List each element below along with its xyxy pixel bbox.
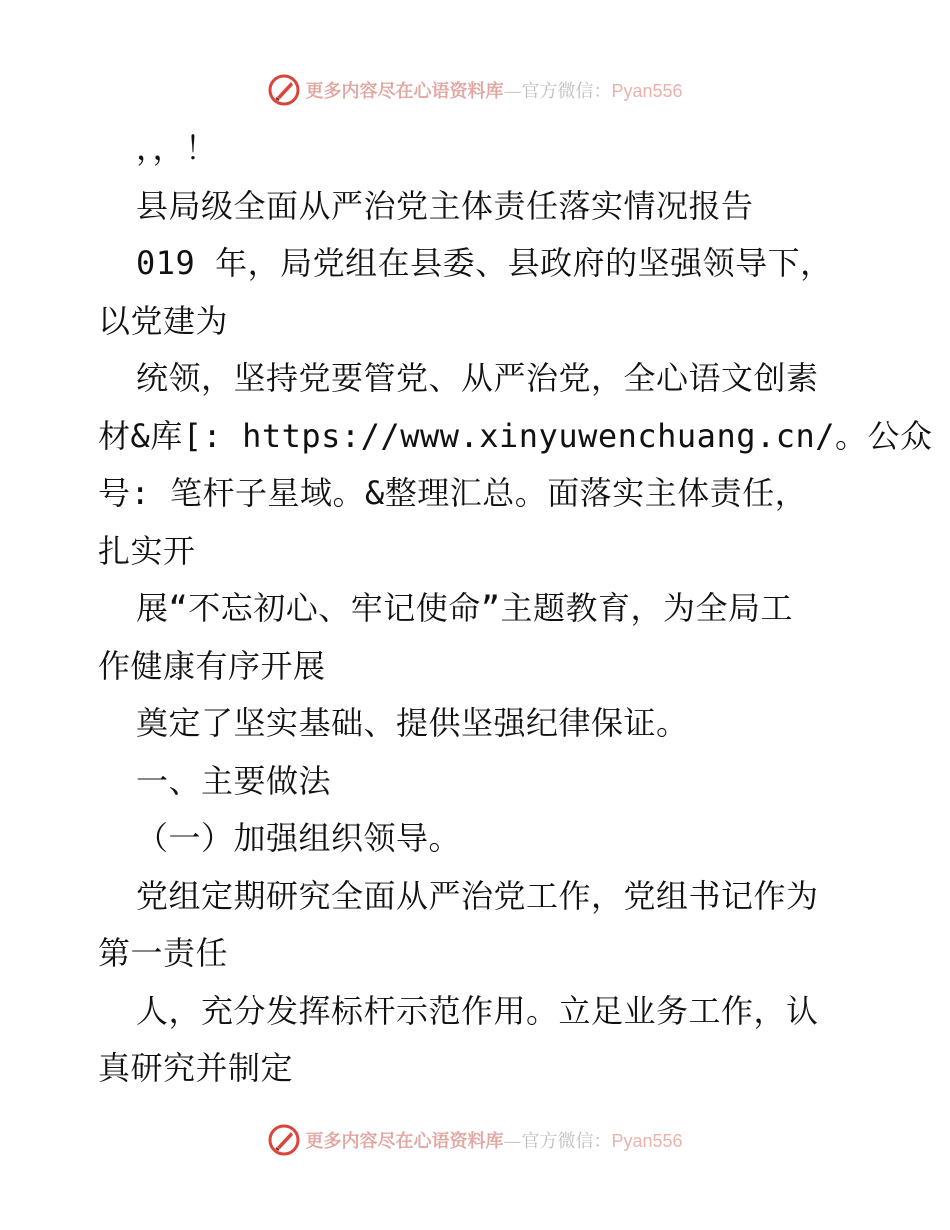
header-banner-text: 更多内容尽在心语资料库—官方微信：Pyan556 bbox=[305, 81, 683, 102]
footer-banner-text: 更多内容尽在心语资料库—官方微信：Pyan556 bbox=[305, 1131, 683, 1152]
text-line: 号: 笔杆子星域。&整理汇总。面落实主体责任， bbox=[98, 474, 808, 512]
text-line: ，，！ bbox=[136, 129, 218, 167]
text-line: 作健康有序开展 bbox=[98, 646, 326, 685]
feather-pen-logo-icon bbox=[267, 73, 301, 107]
text-line: 党组定期研究全面从严治党工作，党组书记作为 bbox=[136, 876, 819, 915]
document-title: 县局级全面从严治党主体责任落实情况报告 bbox=[136, 186, 754, 225]
subsection-heading: （一）加强组织领导。 bbox=[136, 819, 462, 857]
text-line: 019 年，局党组在县委、县政府的坚强领导下， bbox=[136, 244, 833, 282]
text-line: 展“不忘初心、牢记使命”主题教育，为全局工 bbox=[136, 589, 794, 627]
section-heading: 一、主要做法 bbox=[136, 761, 332, 800]
text-line: 真研究并制定 bbox=[98, 1049, 294, 1087]
text-line: 第一责任 bbox=[98, 934, 229, 972]
document-body bbox=[98, 120, 933, 1098]
footer-banner bbox=[0, 1120, 950, 1160]
header-banner bbox=[0, 70, 950, 110]
text-line: 人，充分发挥标杆示范作用。立足业务工作，认 bbox=[136, 991, 819, 1030]
text-line: 以党建为 bbox=[98, 301, 229, 340]
feather-pen-logo-icon bbox=[267, 1123, 301, 1157]
text-line: 奠定了坚实基础、提供坚强纪律保证。 bbox=[136, 704, 689, 742]
text-line: 材&库[: https://www.xinyuwenchuang.cn/。公众 bbox=[98, 416, 933, 455]
text-line: 统领，坚持党要管党、从严治党，全心语文创素 bbox=[136, 359, 819, 397]
text-line: 扎实开 bbox=[98, 531, 196, 570]
